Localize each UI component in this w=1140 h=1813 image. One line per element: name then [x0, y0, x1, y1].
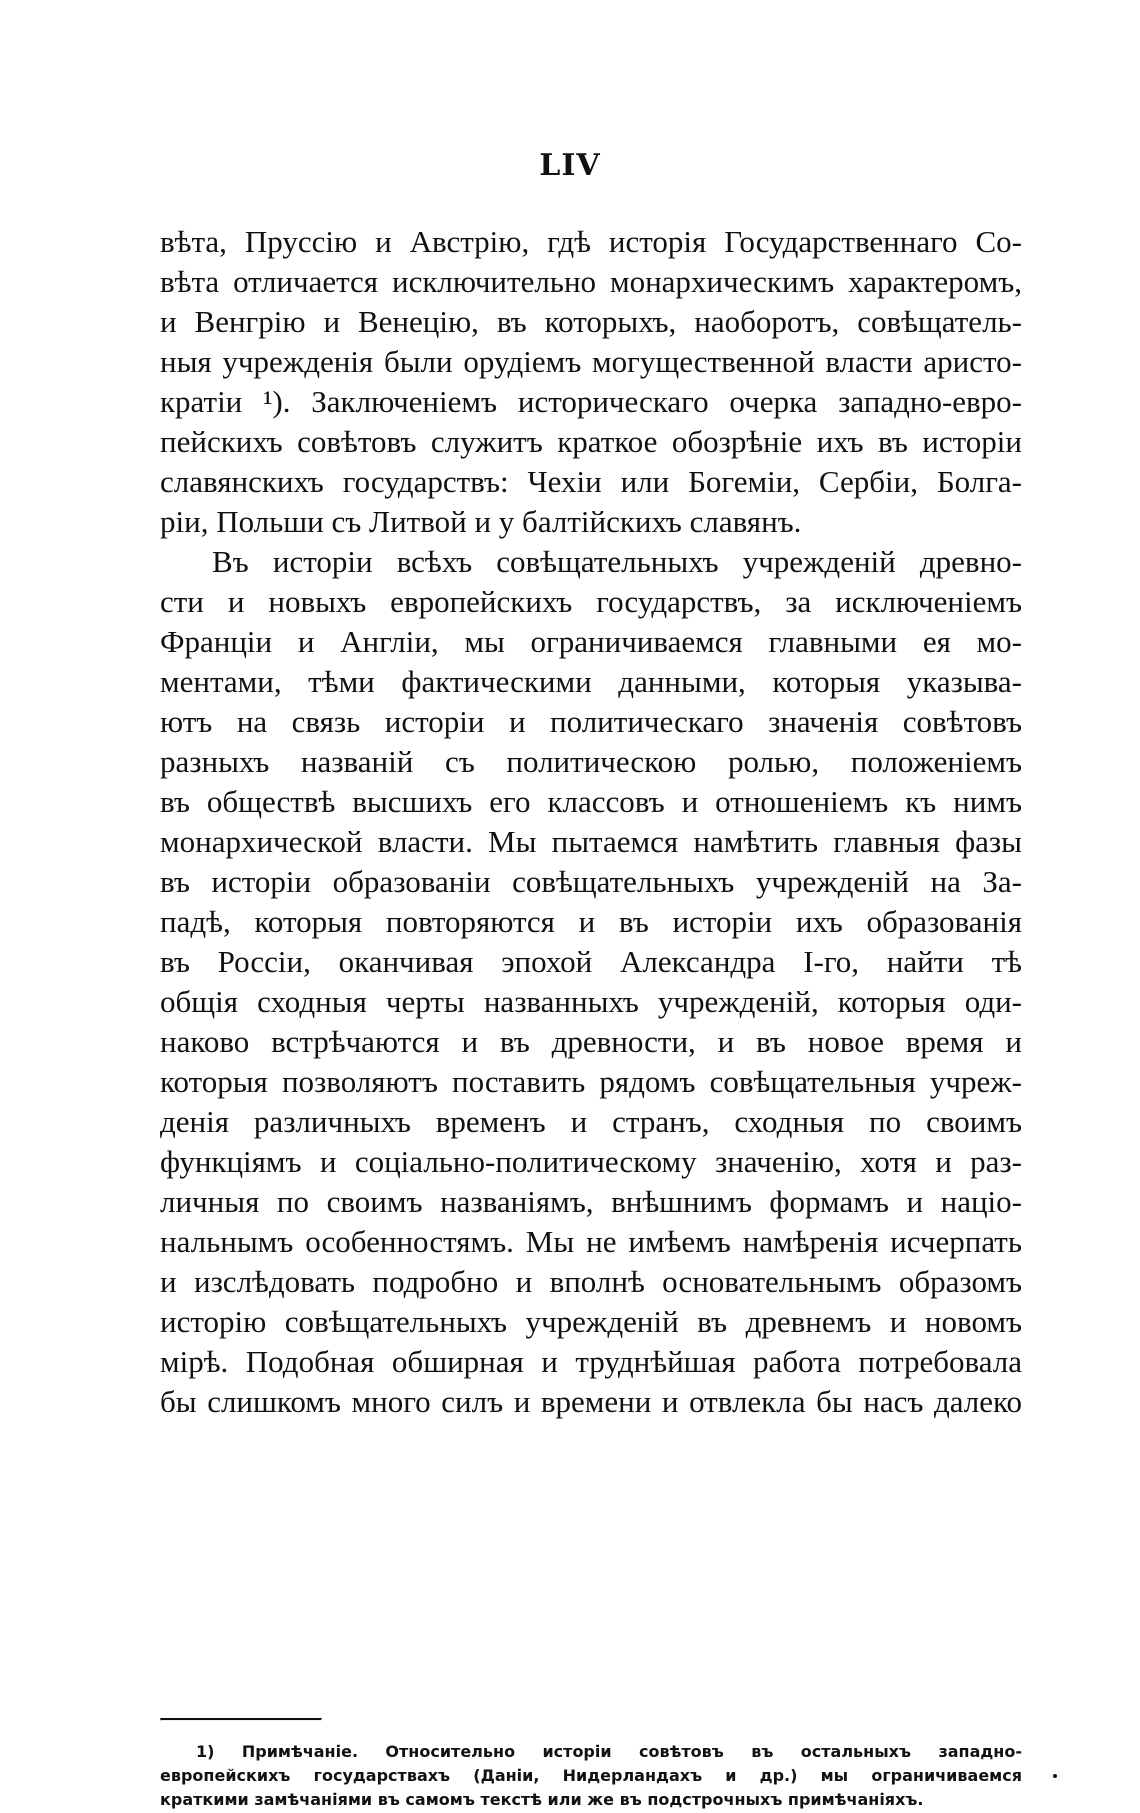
text-line: падѣ, которыя повторяются и въ исторіи ихъ образованія	[160, 904, 1022, 939]
text-line: вѣта, Пруссію и Австрію, гдѣ исторія Государственнаго Со-	[160, 224, 1022, 259]
text-line: ныя учрежденія были орудіемъ могущественной власти аристо-	[160, 344, 1022, 379]
text-line: въ исторіи образованіи совѣщательныхъ учрежденій на За-	[160, 864, 1022, 899]
footnote-divider	[160, 1718, 322, 1721]
text-line: въ обществѣ высшихъ его классовъ и отношеніемъ къ нимъ	[160, 784, 1022, 819]
text-line: ріи, Польши съ Литвой и у балтійскихъ славянъ.	[160, 504, 802, 539]
text-line: общія сходныя черты названныхъ учрежденій, которыя оди-	[160, 984, 1022, 1019]
text-line: нальнымъ особенностямъ. Мы не имѣемъ намѣренія исчерпать	[160, 1224, 1022, 1259]
page-number: LIV	[539, 148, 601, 183]
text-line: вѣта отличается исключительно монархическимъ характеромъ,	[160, 264, 1022, 299]
paragraph-2	[160, 542, 1022, 1422]
text-line: Франціи и Англіи, мы ограничиваемся главными ея мо-	[160, 624, 1022, 659]
text-line: и изслѣдовать подробно и вполнѣ основательнымъ образомъ	[160, 1264, 1022, 1299]
text-line: исторію совѣщательныхъ учрежденій въ древнемъ и новомъ	[160, 1304, 1022, 1339]
text-line: бы слишкомъ много силъ и времени и отвлекла бы насъ далеко	[160, 1384, 1022, 1419]
paragraph-1	[160, 222, 1022, 542]
footnote	[160, 1740, 1022, 1812]
text-line: ментами, тѣми фактическими данными, которыя указыва-	[160, 664, 1022, 699]
ink-speck	[1053, 1774, 1057, 1778]
text-line: сти и новыхъ европейскихъ государствъ, за исключеніемъ	[160, 584, 1022, 619]
text-line: функціямъ и соціально-политическому значенію, хотя и раз-	[160, 1144, 1022, 1179]
footnote-line: краткими замѣчаніями въ самомъ текстѣ или же въ подстрочныхъ примѣчаніяхъ.	[160, 1790, 924, 1809]
body-text	[160, 222, 1022, 1422]
text-line: личныя по своимъ названіямъ, внѣшнимъ формамъ и націо-	[160, 1184, 1022, 1219]
text-line: ютъ на связь исторіи и политическаго значенія совѣтовъ	[160, 704, 1022, 739]
text-line: славянскихъ государствъ: Чехіи или Богеміи, Сербіи, Болга-	[160, 464, 1022, 499]
text-line: пейскихъ совѣтовъ служитъ краткое обозрѣніе ихъ въ исторіи	[160, 424, 1022, 459]
footnote-line: 1) Примѣчаніе. Относительно исторіи совѣтовъ въ остальныхъ западно-	[196, 1742, 1022, 1761]
text-line: которыя позволяютъ поставить рядомъ совѣщательныя учреж-	[160, 1064, 1022, 1099]
text-line: наково встрѣчаются и въ древности, и въ новое время и	[160, 1024, 1022, 1059]
text-line: въ Россіи, оканчивая эпохой Александра I-го, найти тѣ	[160, 944, 1022, 979]
footnote-line: европейскихъ государствахъ (Даніи, Нидерландахъ и др.) мы ограничиваемся	[160, 1766, 1022, 1785]
text-line: кратіи ¹). Заключеніемъ историческаго очерка западно-евро-	[160, 384, 1022, 419]
text-line: разныхъ названій съ политическою ролью, положеніемъ	[160, 744, 1022, 779]
text-line: Въ исторіи всѣхъ совѣщательныхъ учрежденій древно-	[212, 544, 1022, 579]
text-line: монархической власти. Мы пытаемся намѣтить главныя фазы	[160, 824, 1022, 859]
text-line: денія различныхъ временъ и странъ, сходныя по своимъ	[160, 1104, 1022, 1139]
text-line: и Венгрію и Венецію, въ которыхъ, наоборотъ, совѣщатель-	[160, 304, 1022, 339]
text-line: мірѣ. Подобная обширная и труднѣйшая работа потребовала	[160, 1344, 1022, 1379]
